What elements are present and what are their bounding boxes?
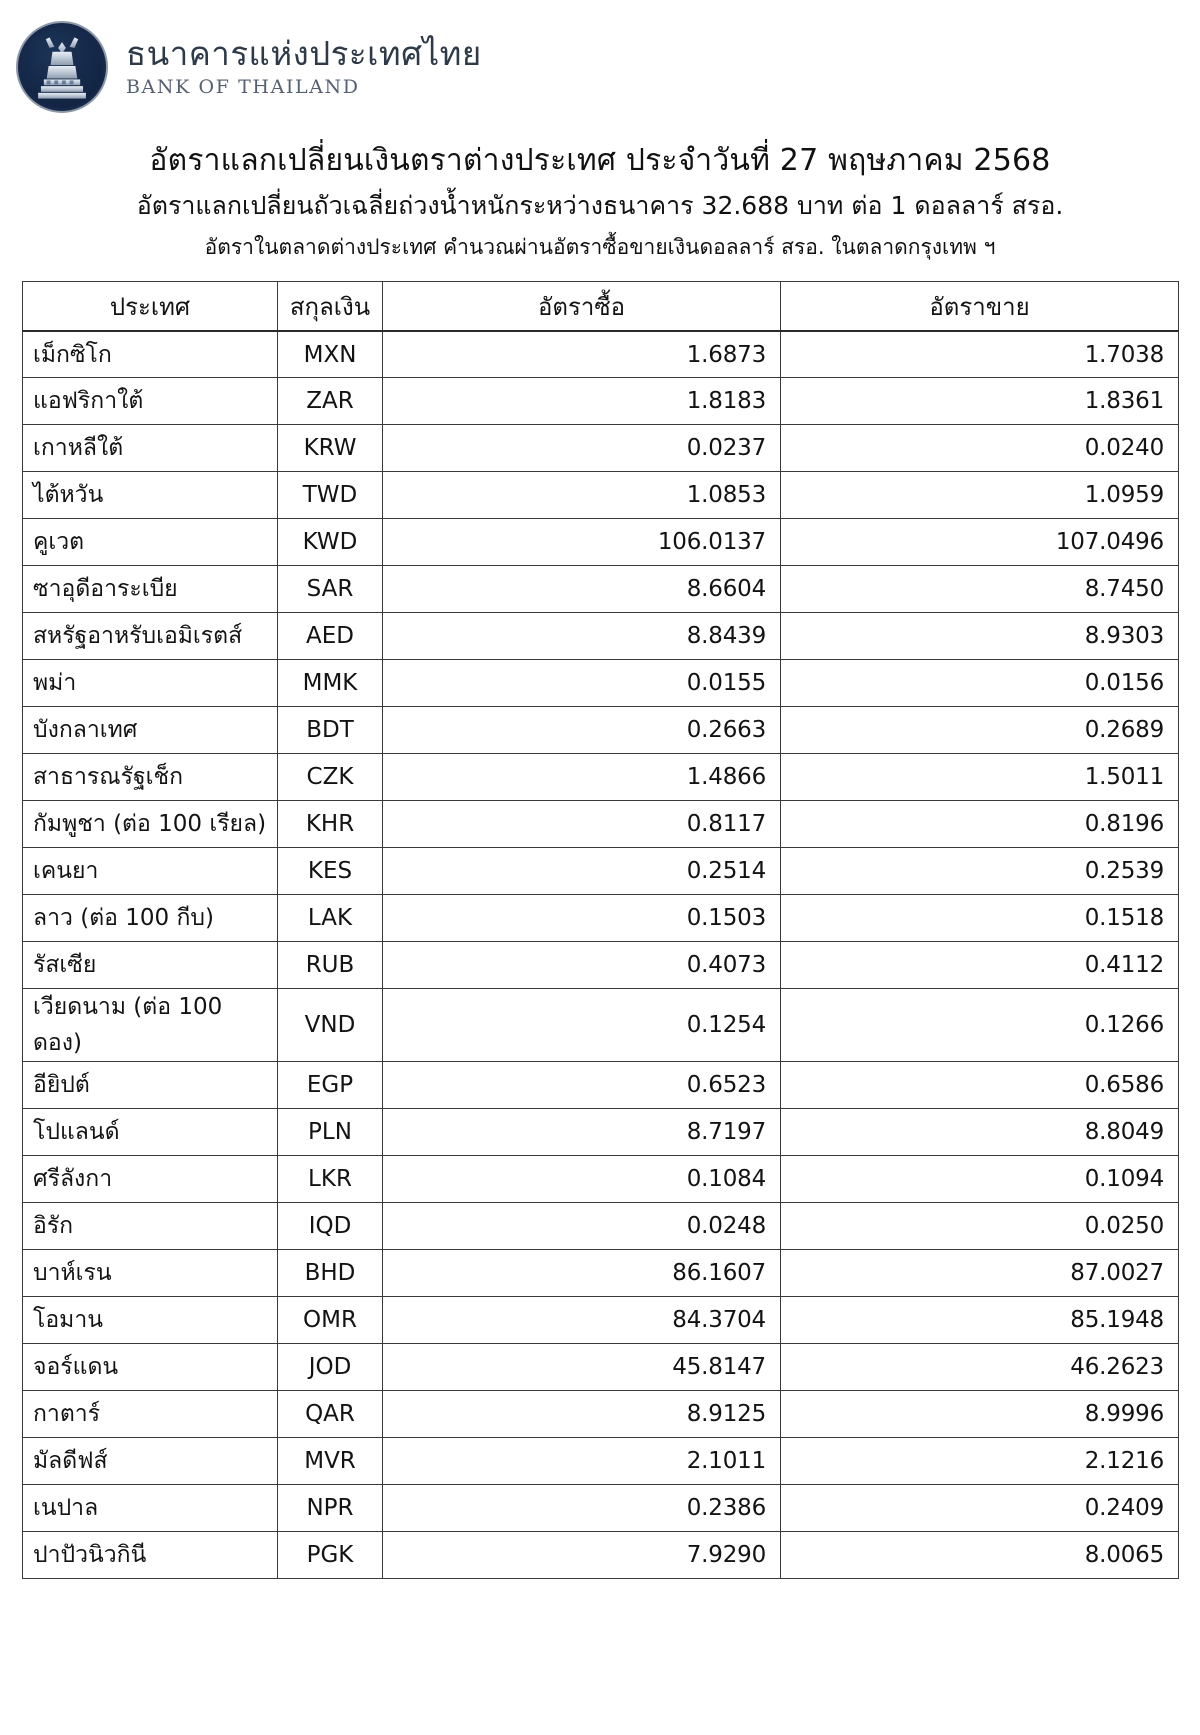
cell-country: อิรัก xyxy=(23,1203,278,1250)
cell-currency-code: KRW xyxy=(278,425,383,472)
cell-selling-rate: 0.4112 xyxy=(781,942,1179,989)
cell-currency-code: QAR xyxy=(278,1391,383,1438)
table-row xyxy=(23,660,1179,707)
cell-selling-rate: 8.7450 xyxy=(781,566,1179,613)
cell-country: แอฟริกาใต้ xyxy=(23,378,278,425)
table-row xyxy=(23,519,1179,566)
column-header-currency: สกุลเงิน xyxy=(278,282,383,331)
cell-currency-code: EGP xyxy=(278,1062,383,1109)
table-row xyxy=(23,895,1179,942)
cell-currency-code: IQD xyxy=(278,1203,383,1250)
cell-buying-rate: 1.4866 xyxy=(383,754,781,801)
table-row xyxy=(23,754,1179,801)
table-row xyxy=(23,331,1179,378)
cell-selling-rate: 0.1094 xyxy=(781,1156,1179,1203)
cell-selling-rate: 46.2623 xyxy=(781,1344,1179,1391)
cell-buying-rate: 8.9125 xyxy=(383,1391,781,1438)
cell-selling-rate: 0.1266 xyxy=(781,989,1179,1062)
cell-selling-rate: 8.9996 xyxy=(781,1391,1179,1438)
cell-country: ลาว (ต่อ 100 กีบ) xyxy=(23,895,278,942)
cell-buying-rate: 0.1084 xyxy=(383,1156,781,1203)
cell-selling-rate: 1.5011 xyxy=(781,754,1179,801)
column-header-buying: อัตราซื้อ xyxy=(383,282,781,331)
table-row xyxy=(23,1203,1179,1250)
cell-country: สาธารณรัฐเช็ก xyxy=(23,754,278,801)
cell-country: พม่า xyxy=(23,660,278,707)
table-row xyxy=(23,989,1179,1062)
cell-country: บาห์เรน xyxy=(23,1250,278,1297)
cell-currency-code: RUB xyxy=(278,942,383,989)
table-row xyxy=(23,566,1179,613)
cell-buying-rate: 0.4073 xyxy=(383,942,781,989)
table-row xyxy=(23,378,1179,425)
cell-buying-rate: 86.1607 xyxy=(383,1250,781,1297)
cell-buying-rate: 7.9290 xyxy=(383,1532,781,1579)
brand-name-thai: ธนาคารแห่งประเทศไทย xyxy=(126,34,482,73)
cell-country: ปาปัวนิวกินี xyxy=(23,1532,278,1579)
cell-buying-rate: 1.6873 xyxy=(383,331,781,378)
cell-selling-rate: 0.0156 xyxy=(781,660,1179,707)
cell-buying-rate: 1.0853 xyxy=(383,472,781,519)
cell-selling-rate: 8.0065 xyxy=(781,1532,1179,1579)
table-row xyxy=(23,1109,1179,1156)
cell-currency-code: KES xyxy=(278,848,383,895)
table-row xyxy=(23,613,1179,660)
cell-country: สหรัฐอาหรับเอมิเรตส์ xyxy=(23,613,278,660)
column-header-country: ประเทศ xyxy=(23,282,278,331)
table-row xyxy=(23,425,1179,472)
table-row xyxy=(23,1250,1179,1297)
brand-name-english: BANK OF THAILAND xyxy=(126,76,360,98)
cell-selling-rate: 107.0496 xyxy=(781,519,1179,566)
cell-country: เนปาล xyxy=(23,1485,278,1532)
cell-selling-rate: 8.8049 xyxy=(781,1109,1179,1156)
document-titles xyxy=(0,120,1200,267)
cell-selling-rate: 0.1518 xyxy=(781,895,1179,942)
cell-country: ไต้หวัน xyxy=(23,472,278,519)
cell-buying-rate: 2.1011 xyxy=(383,1438,781,1485)
table-row xyxy=(23,1297,1179,1344)
cell-currency-code: SAR xyxy=(278,566,383,613)
cell-selling-rate: 0.8196 xyxy=(781,801,1179,848)
cell-currency-code: VND xyxy=(278,989,383,1062)
cell-buying-rate: 0.0237 xyxy=(383,425,781,472)
table-row xyxy=(23,942,1179,989)
cell-country: รัสเซีย xyxy=(23,942,278,989)
cell-currency-code: LKR xyxy=(278,1156,383,1203)
table-row xyxy=(23,472,1179,519)
cell-buying-rate: 0.1503 xyxy=(383,895,781,942)
cell-buying-rate: 0.2663 xyxy=(383,707,781,754)
cell-selling-rate: 0.0250 xyxy=(781,1203,1179,1250)
cell-country: กาตาร์ xyxy=(23,1391,278,1438)
cell-selling-rate: 1.8361 xyxy=(781,378,1179,425)
cell-currency-code: MMK xyxy=(278,660,383,707)
exchange-rate-table-container xyxy=(0,267,1200,1579)
cell-selling-rate: 87.0027 xyxy=(781,1250,1179,1297)
cell-buying-rate: 8.8439 xyxy=(383,613,781,660)
page-header xyxy=(0,0,1200,120)
cell-currency-code: PLN xyxy=(278,1109,383,1156)
cell-country: เกาหลีใต้ xyxy=(23,425,278,472)
cell-country: มัลดีฟส์ xyxy=(23,1438,278,1485)
cell-currency-code: TWD xyxy=(278,472,383,519)
cell-country: โปแลนด์ xyxy=(23,1109,278,1156)
page-note: อัตราในตลาดต่างประเทศ คำนวณผ่านอัตราซื้อขายเงินดอลลาร์ สรอ. ในตลาดกรุงเทพ ฯ xyxy=(204,234,996,259)
page-subtitle: อัตราแลกเปลี่ยนถัวเฉลี่ยถ่วงน้ำหนักระหว่างธนาคาร 32.688 บาท ต่อ 1 ดอลลาร์ สรอ. xyxy=(136,191,1064,220)
cell-currency-code: KWD xyxy=(278,519,383,566)
exchange-rate-table xyxy=(22,281,1179,1579)
table-row xyxy=(23,1438,1179,1485)
cell-currency-code: OMR xyxy=(278,1297,383,1344)
cell-country: เม็กซิโก xyxy=(23,331,278,378)
cell-buying-rate: 0.2386 xyxy=(383,1485,781,1532)
table-row xyxy=(23,707,1179,754)
cell-currency-code: LAK xyxy=(278,895,383,942)
cell-buying-rate: 0.8117 xyxy=(383,801,781,848)
cell-selling-rate: 8.9303 xyxy=(781,613,1179,660)
cell-currency-code: ZAR xyxy=(278,378,383,425)
cell-selling-rate: 0.2409 xyxy=(781,1485,1179,1532)
cell-country: คูเวต xyxy=(23,519,278,566)
cell-selling-rate: 0.2539 xyxy=(781,848,1179,895)
cell-country: โอมาน xyxy=(23,1297,278,1344)
cell-buying-rate: 106.0137 xyxy=(383,519,781,566)
cell-selling-rate: 1.7038 xyxy=(781,331,1179,378)
cell-currency-code: AED xyxy=(278,613,383,660)
cell-country: บังกลาเทศ xyxy=(23,707,278,754)
cell-buying-rate: 1.8183 xyxy=(383,378,781,425)
cell-buying-rate: 8.7197 xyxy=(383,1109,781,1156)
cell-currency-code: JOD xyxy=(278,1344,383,1391)
column-header-selling: อัตราขาย xyxy=(781,282,1179,331)
cell-buying-rate: 0.0248 xyxy=(383,1203,781,1250)
cell-selling-rate: 0.0240 xyxy=(781,425,1179,472)
cell-buying-rate: 0.1254 xyxy=(383,989,781,1062)
cell-country: เคนยา xyxy=(23,848,278,895)
cell-country: ศรีลังกา xyxy=(23,1156,278,1203)
table-row xyxy=(23,1062,1179,1109)
table-row xyxy=(23,1344,1179,1391)
table-row xyxy=(23,1391,1179,1438)
page-title: อัตราแลกเปลี่ยนเงินตราต่างประเทศ ประจำวันที่ 27 พฤษภาคม 2568 xyxy=(149,143,1051,178)
cell-buying-rate: 0.0155 xyxy=(383,660,781,707)
cell-currency-code: MVR xyxy=(278,1438,383,1485)
cell-currency-code: CZK xyxy=(278,754,383,801)
cell-selling-rate: 2.1216 xyxy=(781,1438,1179,1485)
cell-country: เวียดนาม (ต่อ 100 ดอง) xyxy=(23,989,278,1062)
cell-country: จอร์แดน xyxy=(23,1344,278,1391)
cell-country: ซาอุดีอาระเบีย xyxy=(23,566,278,613)
table-row xyxy=(23,1156,1179,1203)
table-header-row xyxy=(23,282,1179,331)
table-header xyxy=(23,282,1179,331)
cell-buying-rate: 0.6523 xyxy=(383,1062,781,1109)
cell-currency-code: KHR xyxy=(278,801,383,848)
cell-currency-code: PGK xyxy=(278,1532,383,1579)
cell-currency-code: BDT xyxy=(278,707,383,754)
table-row xyxy=(23,1485,1179,1532)
cell-selling-rate: 0.2689 xyxy=(781,707,1179,754)
cell-country: อียิปต์ xyxy=(23,1062,278,1109)
table-row xyxy=(23,1532,1179,1579)
cell-selling-rate: 1.0959 xyxy=(781,472,1179,519)
cell-buying-rate: 0.2514 xyxy=(383,848,781,895)
table-row xyxy=(23,801,1179,848)
cell-buying-rate: 45.8147 xyxy=(383,1344,781,1391)
cell-buying-rate: 84.3704 xyxy=(383,1297,781,1344)
cell-selling-rate: 85.1948 xyxy=(781,1297,1179,1344)
table-body xyxy=(23,331,1179,1579)
cell-buying-rate: 8.6604 xyxy=(383,566,781,613)
cell-currency-code: BHD xyxy=(278,1250,383,1297)
brand-block xyxy=(126,34,482,98)
table-row xyxy=(23,848,1179,895)
bank-of-thailand-seal-icon xyxy=(16,21,108,113)
cell-country: กัมพูชา (ต่อ 100 เรียล) xyxy=(23,801,278,848)
cell-currency-code: MXN xyxy=(278,331,383,378)
cell-currency-code: NPR xyxy=(278,1485,383,1532)
cell-selling-rate: 0.6586 xyxy=(781,1062,1179,1109)
